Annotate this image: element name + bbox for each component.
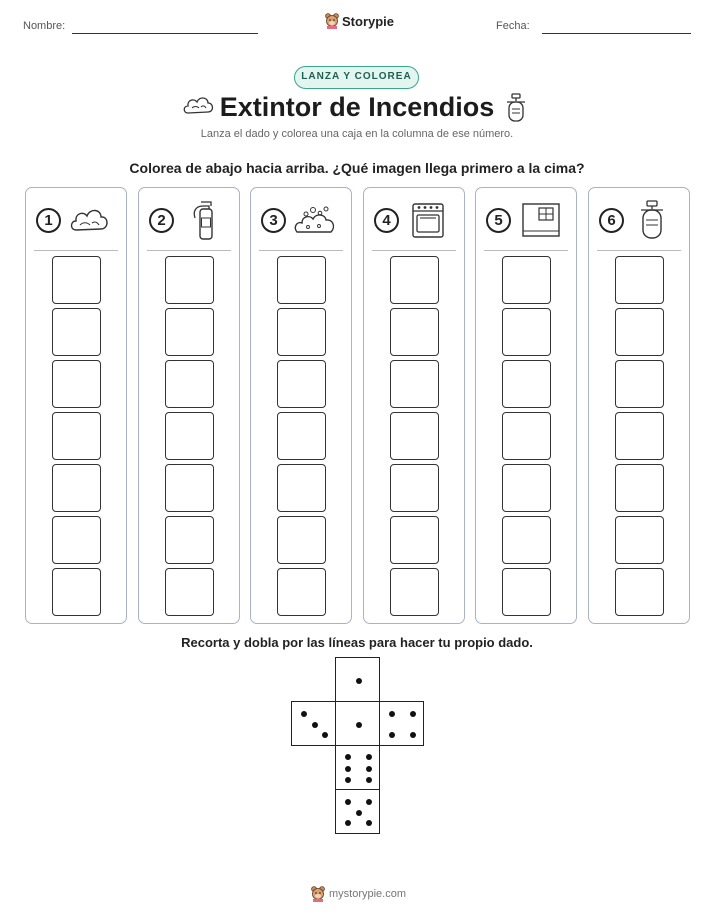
column-6	[588, 187, 690, 624]
color-box[interactable]	[390, 256, 439, 304]
name-line	[72, 33, 258, 34]
color-box[interactable]	[390, 360, 439, 408]
color-box[interactable]	[502, 464, 551, 512]
die-pip	[356, 678, 362, 684]
color-box[interactable]	[277, 360, 326, 408]
color-box[interactable]	[615, 256, 664, 304]
column-header	[149, 200, 229, 240]
die-face-right	[379, 701, 424, 746]
gas-cylinder-icon	[631, 200, 675, 240]
color-box[interactable]	[165, 568, 214, 616]
column-divider	[147, 250, 231, 251]
color-box[interactable]	[165, 464, 214, 512]
color-box[interactable]	[390, 412, 439, 460]
die-instruction: Recorta y dobla por las líneas para hacer tu propio dado.	[181, 635, 533, 650]
die-pip	[312, 722, 318, 728]
color-box[interactable]	[502, 568, 551, 616]
color-box[interactable]	[52, 568, 101, 616]
stove-icon	[406, 200, 450, 240]
column-4	[363, 187, 465, 624]
bear-icon	[325, 13, 339, 29]
color-box[interactable]	[165, 516, 214, 564]
column-header	[599, 200, 679, 240]
fire-extinguisher-icon	[181, 200, 225, 240]
die-pip	[366, 820, 372, 826]
foam-icon	[293, 200, 337, 240]
die-pip	[366, 799, 372, 805]
die-pip	[366, 766, 372, 772]
column-number: 4	[374, 208, 399, 233]
die-face-bottom	[335, 789, 380, 834]
color-box[interactable]	[390, 464, 439, 512]
die-pip	[356, 722, 362, 728]
instruction: Colorea de abajo hacia arriba. ¿Qué imagen llega primero a la cima?	[129, 160, 585, 176]
color-box[interactable]	[615, 412, 664, 460]
column-header	[486, 200, 566, 240]
column-header	[36, 200, 116, 240]
column-3	[250, 187, 352, 624]
column-1	[25, 187, 127, 624]
date-line	[542, 33, 691, 34]
die-pip	[301, 711, 307, 717]
color-box[interactable]	[502, 360, 551, 408]
die-face-left	[291, 701, 336, 746]
gas-cylinder-icon	[503, 93, 529, 123]
die-pip	[345, 754, 351, 760]
column-divider	[259, 250, 343, 251]
color-box[interactable]	[165, 256, 214, 304]
color-box[interactable]	[277, 516, 326, 564]
page-title: Extintor de Incendios	[219, 92, 495, 122]
window-icon	[518, 200, 562, 240]
color-box[interactable]	[165, 360, 214, 408]
color-box[interactable]	[615, 568, 664, 616]
color-box[interactable]	[390, 516, 439, 564]
color-box[interactable]	[277, 464, 326, 512]
die-face-center	[335, 701, 380, 746]
color-box[interactable]	[502, 256, 551, 304]
color-box[interactable]	[615, 516, 664, 564]
subtitle: Lanza el dado y colorea una caja en la columna de ese número.	[200, 128, 514, 140]
column-header	[374, 200, 454, 240]
color-box[interactable]	[502, 412, 551, 460]
color-box[interactable]	[52, 516, 101, 564]
color-box[interactable]	[502, 308, 551, 356]
die-pip	[345, 799, 351, 805]
color-box[interactable]	[615, 464, 664, 512]
die-pip	[322, 732, 328, 738]
die-pip	[366, 777, 372, 783]
name-label: Nombre:	[23, 20, 66, 32]
footer-url: mystorypie.com	[329, 888, 407, 900]
color-box[interactable]	[615, 360, 664, 408]
brand-logo	[325, 13, 394, 29]
die-pip	[410, 711, 416, 717]
column-divider	[484, 250, 568, 251]
color-box[interactable]	[52, 412, 101, 460]
color-box[interactable]	[390, 568, 439, 616]
die-pip	[345, 777, 351, 783]
footer	[311, 886, 406, 902]
color-box[interactable]	[615, 308, 664, 356]
column-2	[138, 187, 240, 624]
die-face-top	[335, 657, 380, 702]
die-pip	[366, 754, 372, 760]
brand-name: Storypie	[342, 13, 395, 29]
color-box[interactable]	[502, 516, 551, 564]
color-box[interactable]	[277, 412, 326, 460]
color-box[interactable]	[52, 360, 101, 408]
color-box[interactable]	[52, 256, 101, 304]
color-box[interactable]	[277, 256, 326, 304]
column-header	[261, 200, 341, 240]
color-box[interactable]	[165, 412, 214, 460]
column-number: 1	[36, 208, 61, 233]
column-number: 5	[486, 208, 511, 233]
die-face-lower	[335, 745, 380, 790]
column-number: 3	[261, 208, 286, 233]
die-pip	[345, 766, 351, 772]
color-box[interactable]	[277, 308, 326, 356]
die-pip	[345, 820, 351, 826]
date-label: Fecha:	[496, 20, 530, 32]
color-box[interactable]	[277, 568, 326, 616]
bear-icon	[311, 886, 325, 902]
column-divider	[597, 250, 681, 251]
die-pip	[410, 732, 416, 738]
color-box[interactable]	[52, 308, 101, 356]
die-pip	[389, 711, 395, 717]
column-number: 6	[599, 208, 624, 233]
column-divider	[34, 250, 118, 251]
activity-badge: LANZA Y COLOREA	[294, 66, 419, 89]
column-5	[475, 187, 577, 624]
color-box[interactable]	[165, 308, 214, 356]
column-number: 2	[149, 208, 174, 233]
die-pip	[356, 810, 362, 816]
smoke-cloud-icon	[68, 200, 112, 240]
color-box[interactable]	[390, 308, 439, 356]
column-divider	[372, 250, 456, 251]
color-box[interactable]	[52, 464, 101, 512]
die-pip	[389, 732, 395, 738]
